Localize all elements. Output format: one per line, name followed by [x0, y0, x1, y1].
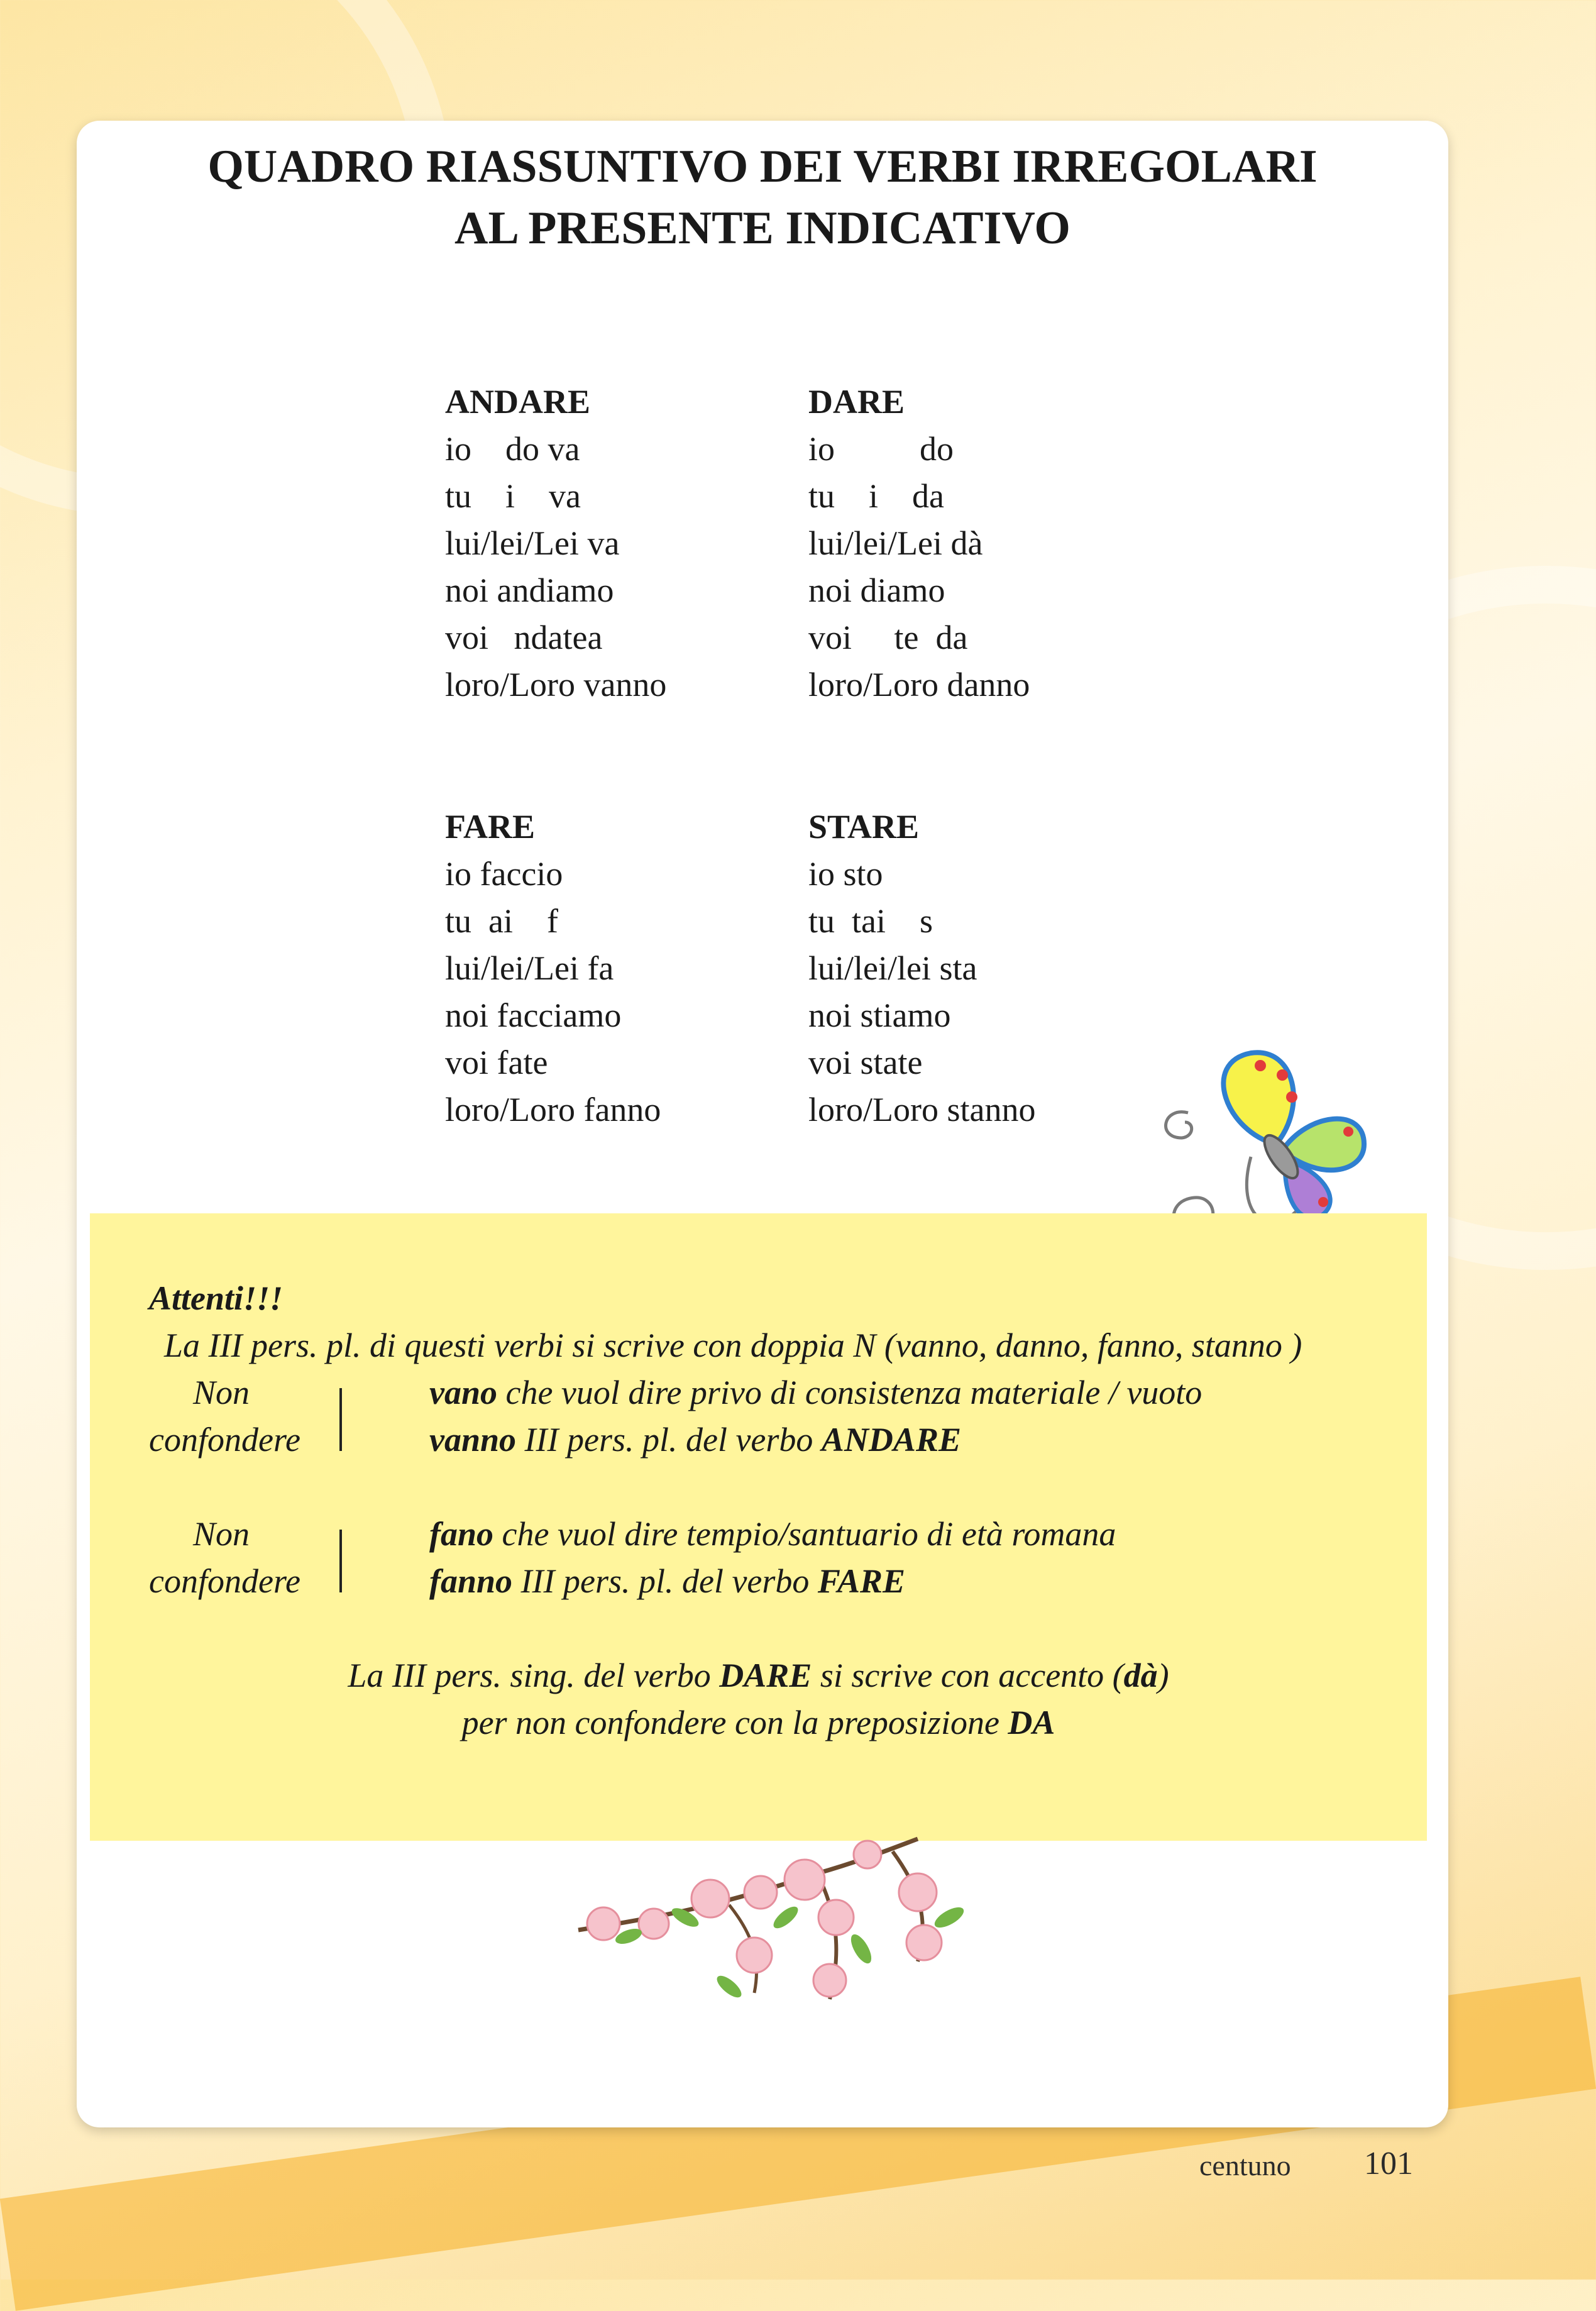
highlight-word: fanno: [429, 1562, 513, 1600]
pair-line-a: [429, 1369, 1202, 1416]
verb-block-dare: [808, 378, 1160, 709]
conjugation-line: voi te da: [808, 619, 968, 656]
pair-text: III pers. pl. del verbo: [516, 1421, 822, 1459]
conjugation-line: lui/lei/Lei dà: [808, 524, 983, 562]
conjugation-line: voi state: [808, 1044, 923, 1081]
pair-label-non: Non: [193, 1374, 250, 1411]
conjugation-line: noi stiamo: [808, 996, 951, 1034]
pair-bracket: [339, 1530, 342, 1592]
conjugation-line: loro/Loro danno: [808, 666, 1030, 703]
conjugation-line: tu ai f: [445, 902, 558, 940]
conjugation-line: lui/lei/Lei va: [445, 524, 620, 562]
conjugation-line: tu i da: [808, 477, 944, 515]
conjugation-line: io faccio: [445, 855, 563, 893]
conjugation-line: lui/lei/lei sta: [808, 949, 977, 987]
highlight-verb: ANDARE: [821, 1421, 961, 1459]
conjugation-line: io do va: [445, 430, 580, 468]
pair-label-confondere: confondere: [149, 1562, 300, 1600]
accent-text: si scrive con accento (: [812, 1657, 1124, 1694]
accent-note-line-1: [90, 1652, 1427, 1699]
verb-block-andare: [445, 378, 797, 709]
verb-block-fare: [445, 803, 797, 1133]
accent-form: dà: [1123, 1657, 1158, 1694]
highlight-word: vanno: [429, 1421, 517, 1459]
verb-name: DARE: [808, 383, 905, 421]
conjugation-line: tu tai s: [808, 902, 933, 940]
pair-label-non: Non: [193, 1515, 250, 1553]
verb-block-stare: [808, 803, 1160, 1133]
conjugation-line: io sto: [808, 855, 883, 893]
conjugation-line: loro/Loro vanno: [445, 666, 667, 703]
pair-line-a: [429, 1511, 1116, 1558]
title-line-1: QUADRO RIASSUNTIVO DEI VERBI IRREGOLARI: [207, 141, 1318, 192]
verb-name: ANDARE: [445, 383, 591, 421]
attention-note-box: [90, 1213, 1427, 1841]
conjugation-line: loro/Loro fanno: [445, 1091, 661, 1128]
conjugation-line: io do: [808, 430, 954, 468]
conjugation-line: noi andiamo: [445, 571, 614, 609]
conjugation-line: noi diamo: [808, 571, 945, 609]
pair-bracket: [339, 1388, 342, 1451]
highlight-word: vano: [429, 1374, 497, 1411]
pair-label-confondere: confondere: [149, 1421, 300, 1459]
title-line-2: AL PRESENTE INDICATIVO: [454, 202, 1070, 254]
accent-note-line-2: [90, 1699, 1427, 1746]
page-number: 101: [1364, 2146, 1413, 2181]
note-intro: La III pers. pl. di questi verbi si scrive con doppia N (vanno, danno, fanno, stanno ): [164, 1326, 1302, 1364]
note-heading: Attenti!!!: [149, 1279, 283, 1317]
highlight-word: fano: [429, 1515, 494, 1553]
accent-preposition: DA: [1008, 1704, 1055, 1741]
pair-text: III pers. pl. del verbo: [512, 1562, 818, 1600]
pair-text: che vuol dire tempio/santuario di età romana: [493, 1515, 1116, 1553]
conjugation-line: noi facciamo: [445, 996, 622, 1034]
highlight-verb: FARE: [817, 1562, 906, 1600]
pair-text: che vuol dire privo di consistenza materiale / vuoto: [497, 1374, 1203, 1411]
pair-line-b: [429, 1416, 961, 1464]
blossom-branch-illustration: [566, 1836, 1018, 2024]
accent-text: ): [1157, 1657, 1169, 1694]
verb-name: STARE: [808, 808, 920, 846]
accent-text: per non confondere con la preposizione: [461, 1704, 1008, 1741]
accent-verb: DARE: [719, 1657, 812, 1694]
page-footer-word: centuno: [1199, 2149, 1291, 2181]
accent-text: La III pers. sing. del verbo: [348, 1657, 720, 1694]
pair-line-b: [429, 1558, 905, 1605]
page-title: [77, 136, 1448, 259]
conjugation-line: loro/Loro stanno: [808, 1091, 1036, 1128]
conjugation-line: lui/lei/Lei fa: [445, 949, 614, 987]
conjugation-line: voi fate: [445, 1044, 548, 1081]
conjugation-line: tu i va: [445, 477, 581, 515]
conjugation-line: voi ndatea: [445, 619, 603, 656]
verb-name: FARE: [445, 808, 535, 846]
